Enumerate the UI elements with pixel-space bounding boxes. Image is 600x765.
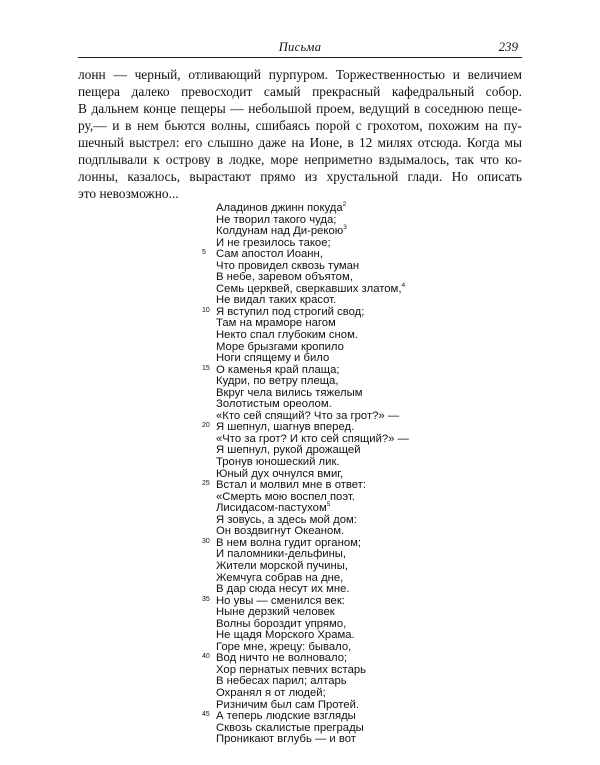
line-number: 10	[202, 306, 210, 314]
poem	[202, 203, 462, 746]
line-number: 5	[202, 249, 206, 257]
poem-line-text: «Что за грот? И кто сей спящий?» —	[216, 432, 409, 445]
poem-line-text: Горе мне, жрецу: бывало,	[216, 640, 352, 653]
footnote-marker: 5	[326, 501, 331, 509]
poem-line-text: И паломники-дельфины,	[216, 548, 347, 561]
poem-line-text: Я шепнул, рукой дрожащей	[216, 444, 361, 457]
footnote-marker: 4	[401, 282, 406, 290]
poem-line-text: Не щадя Морского Храма.	[216, 629, 355, 642]
poem-line-text: Встал и молвил мне в ответ:	[216, 479, 366, 492]
prose-line: лонн — черный, отливающий пурпуром. Торжественностью и величием	[78, 67, 522, 82]
line-number: 25	[202, 480, 210, 488]
poem-line-text: Кудри, по ветру плеща,	[216, 375, 339, 388]
poem-line-text: Ризничим был сам Протей.	[216, 698, 360, 711]
poem-line-text: Что провидел сквозь туман	[216, 259, 360, 272]
prose-line: В дальнем конце пещеры — небольшой проем, ведущий в соседнюю пеще-	[78, 101, 522, 116]
poem-line-text: Хор пернатых певчих встарь	[216, 663, 367, 676]
page-number: 239	[498, 39, 518, 54]
poem-line-text: Колдунам над Ди-рекою	[216, 225, 344, 238]
header-rule	[78, 57, 522, 58]
poem-line-text: Сам апостол Иоанн,	[216, 248, 323, 261]
poem-line-text: Проникают вглубь — и вот	[216, 733, 356, 746]
prose-line: лонны, казалось, вырастают прямо из хрустальной глади. Но описать	[78, 169, 522, 184]
poem-line-text: Я вступил под строгий свод;	[216, 305, 365, 318]
prose-line: ру,— и в нем бьются волны, сшибаясь порой с грохотом, похожим на пу-	[78, 118, 522, 133]
running-title: Письма	[278, 40, 322, 54]
poem-line-text: Юный дух очнулся вмиг,	[216, 467, 344, 480]
prose-line: подплывали к острову в лодке, море неприметно вздымалось, так что ко-	[78, 152, 522, 167]
poem-line-text: И не грезилось такое;	[216, 236, 331, 249]
poem-line-text: В небе, заревом объятом,	[216, 271, 353, 284]
poem-line-text: Он воздвигнут Океаном.	[216, 525, 345, 538]
poem-line-text: Аладинов джинн покуда	[216, 202, 343, 214]
poem-line-text: В нем волна гудит органом;	[216, 536, 362, 549]
poem-line-text: «Кто сей спящий? Что за грот?» —	[216, 409, 400, 422]
poem-line-text: Жемчуга собрав на дне,	[216, 571, 344, 584]
footnote-marker: 2	[342, 201, 347, 209]
poem-line-text: В небесах парил; алтарь	[216, 675, 347, 688]
poem-line-text: Сквозь скалистые преграды	[216, 721, 364, 734]
line-number: 35	[202, 595, 210, 603]
line-number: 45	[202, 711, 210, 719]
line-number: 15	[202, 364, 210, 372]
poem-line-text: Волны бороздит упрямо,	[216, 617, 347, 630]
poem-line	[202, 734, 462, 746]
footnote-marker: 3	[343, 224, 347, 232]
poem-line-text: Ныне дерзкий человек	[216, 606, 335, 619]
poem-line-text: Там на мраморе нагом	[216, 317, 336, 330]
poem-line-text: А теперь людские взгляды	[216, 710, 356, 723]
line-number: 20	[202, 422, 210, 430]
prose-line: это невозможно...	[78, 186, 179, 201]
poem-line-text: Вод ничто не волновало;	[216, 652, 348, 665]
prose-paragraph	[78, 66, 522, 202]
poem-line-text: Но увы — сменился век:	[216, 594, 345, 607]
poem-line-text: Море брызгами кропило	[216, 340, 344, 353]
prose-line: пещера далеко превосходит самый прекрасный кафедральный собор.	[78, 84, 522, 99]
poem-line-text: «Смерть мою воспел поэт.	[216, 490, 355, 503]
poem-line-text: О каменья край плаща;	[216, 363, 340, 376]
poem-line-text: Тронув юношеский лик.	[216, 456, 340, 469]
poem-line-text: Не видал таких красот.	[216, 294, 337, 307]
poem-line-text: Семь церквей, сверкавших златом,	[216, 282, 402, 295]
poem-line-text: Я зовусь, а здесь мой дом:	[216, 513, 357, 526]
poem-line-text: Золотистым ореолом.	[216, 398, 332, 411]
poem-line-text: Вкруг чела вились тяжелым	[216, 386, 363, 399]
line-number: 40	[202, 653, 210, 661]
poem-line-text: В дар сюда несут их мне.	[216, 583, 350, 596]
prose-line: шечный выстрел: его слышно даже на Ионе, в 12 милях отсюда. Когда мы	[78, 135, 522, 150]
poem-line-text: Я шепнул, шагнув вперед.	[216, 421, 355, 434]
poem-line-text: Охранял я от людей;	[216, 686, 326, 699]
line-number: 30	[202, 537, 210, 545]
poem-line-text: Жители морской пучины,	[216, 559, 348, 572]
poem-line-text: Не творил такого чуда;	[216, 213, 337, 226]
poem-line-text: Ноги спящему и било	[216, 352, 330, 365]
poem-line-text: Некто спал глубоким сном.	[216, 329, 358, 342]
page-header	[78, 36, 522, 58]
poem-line-text: Лисидасом-пастухом	[216, 502, 327, 515]
